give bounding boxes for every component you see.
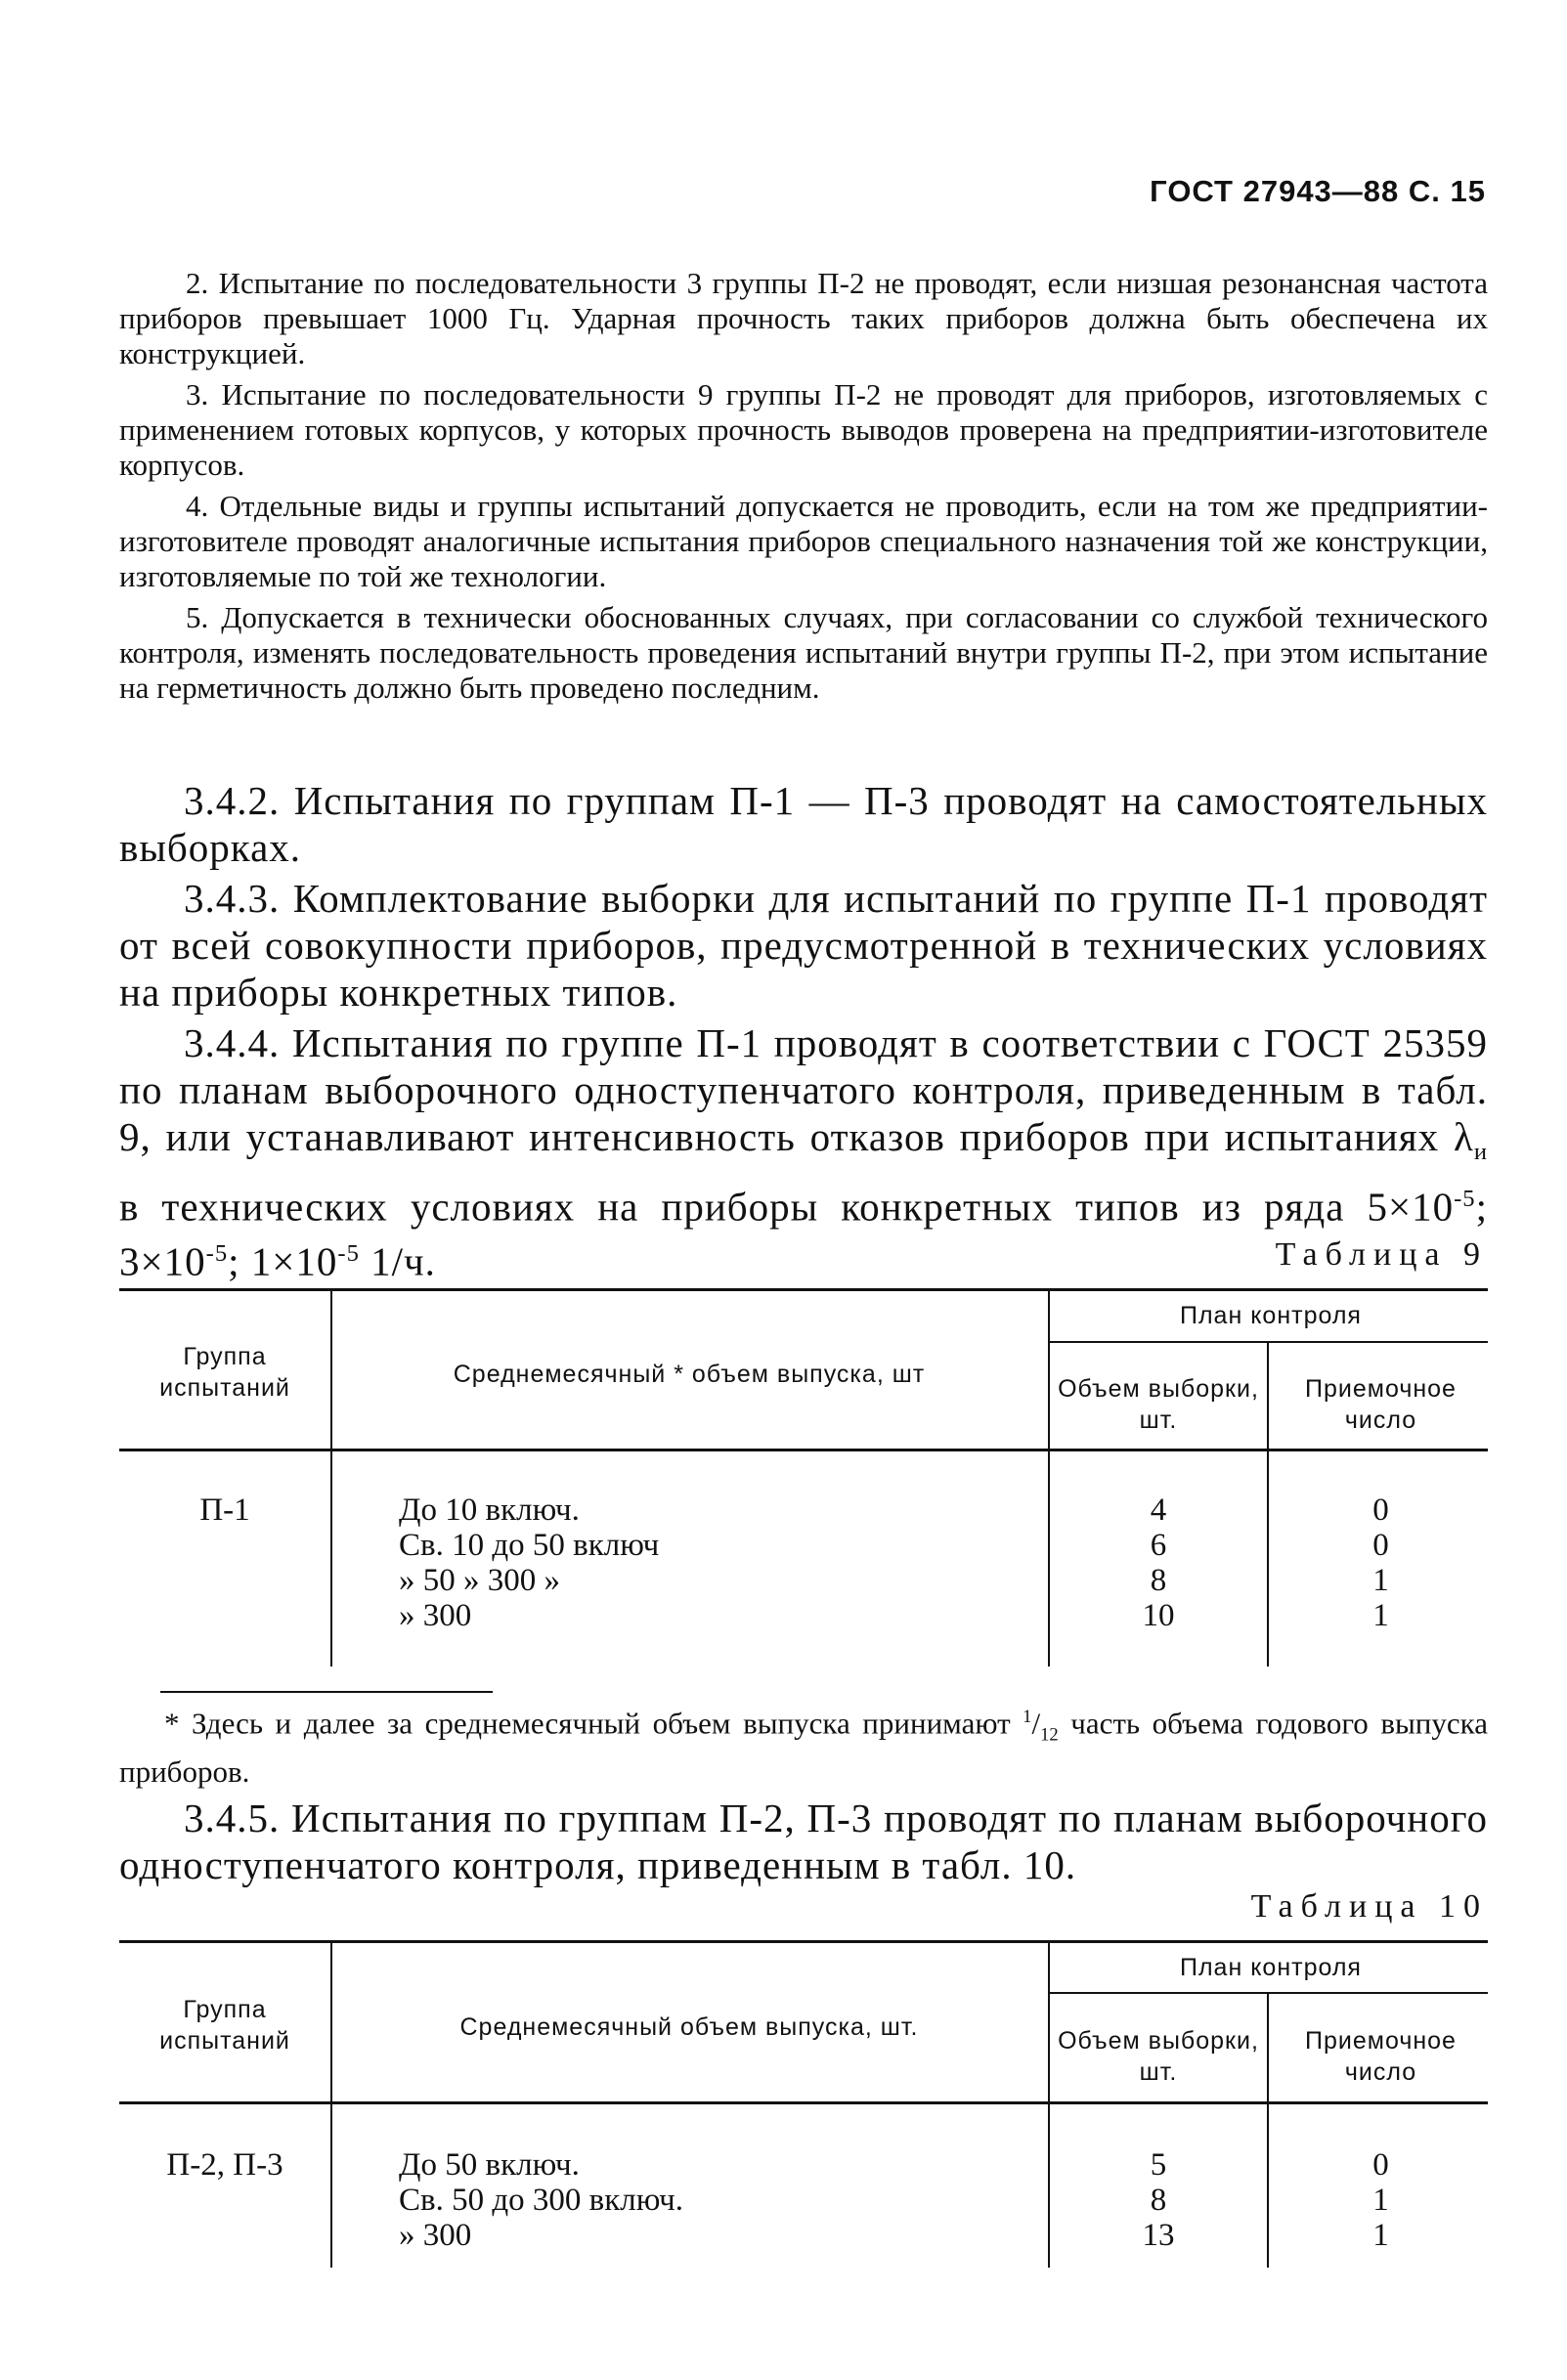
table-9-row-2-volume: Св. 10 до 50 включ: [399, 1528, 660, 1563]
table-9-row-1-volume: До 10 включ.: [399, 1493, 580, 1528]
table-9-vline-1: [330, 1290, 332, 1666]
table-10-row-1-volume: До 50 включ.: [399, 2147, 580, 2183]
table-9-row-1-sample: 4: [1150, 1493, 1167, 1528]
table-10-row-3-accept: 1: [1372, 2218, 1389, 2253]
note-3: 3. Испытание по последовательности 9 группы П-2 не проводят для приборов, изготовляемых с применением готовых корпусов, у которых прочность выводов проверена на предприятии-изготовителе корпусов.: [119, 377, 1488, 482]
body-text-3-4-5: [119, 1795, 1488, 1892]
table-9-vline-3: [1267, 1343, 1269, 1666]
table-10-row-3-sample: 13: [1142, 2218, 1175, 2253]
table-10-row-2-volume: Св. 50 до 300 включ.: [399, 2183, 683, 2218]
body-text-main: [119, 777, 1488, 1289]
table-9-row-3-accept: 1: [1372, 1563, 1389, 1598]
table-10-header-sample: Объем выборки, шт.: [1058, 2027, 1259, 2086]
footnote-rule: [160, 1691, 493, 1693]
note-2: 2. Испытание по последовательности 3 группы П-2 не проводят, если низшая резонансная частота приборов превышает 1000 Гц. Ударная прочность таких приборов должна быть обеспечена их конструкцией.: [119, 266, 1488, 370]
table-9-row-2-accept: 0: [1372, 1528, 1389, 1563]
table-10-row-2-sample: 8: [1150, 2183, 1167, 2218]
table-10-vline-1: [330, 1942, 332, 2268]
table-9-row-4-volume: » 300: [399, 1598, 472, 1633]
footnote: * Здесь и далее за среднемесячный объем выпуска принимают $^1/_{12}$ часть объема годового выпуска приборов.: [119, 1706, 1488, 1789]
table-10-vline-3: [1267, 1994, 1269, 2268]
note-4: 4. Отдельные виды и группы испытаний допускается не проводить, если на том же предприятии-изготовителе проводят аналогичные испытания приборов специального назначения той же конструкции, изготовляемые по той же технологии.: [119, 489, 1488, 593]
table-10-row-1-sample: 5: [1150, 2147, 1167, 2183]
table-10-caption: Таблица 10: [1250, 1888, 1488, 1925]
table-9-row-3-sample: 8: [1150, 1563, 1167, 1598]
table-10-group: П-2, П-3: [166, 2147, 283, 2183]
paragraph-3-4-4: 3.4.4. Испытания по группе П-1 проводят в соответствии с ГОСТ 25359 по планам выборочного одноступенчатого контроля, приведенным в табл. 9, или устанавливают интенсивность отказов приборов при испытаниях $\lambda_и$ в технических условиях на приборы конкретных типов из ряда $5\times 10^{-5}$; $3\times 10^{-5}$; $1\times 10^{-5}$ 1/ч.: [119, 1020, 1488, 1284]
table-10-row-1-accept: 0: [1372, 2147, 1389, 2183]
table-9-header-volume: Среднемесячный * объем выпуска, шт: [453, 1361, 926, 1388]
table-9-row-1-accept: 0: [1372, 1493, 1389, 1528]
table-9-vline-2: [1048, 1290, 1050, 1666]
table-10-row-2-accept: 1: [1372, 2183, 1389, 2218]
table-9-row-4-accept: 1: [1372, 1598, 1389, 1633]
table-10-top-rule: [119, 1940, 1488, 1943]
table-9-caption: Таблица 9: [1275, 1236, 1488, 1273]
table-10-header-group: Группа испытаний: [159, 1996, 290, 2055]
note-5: 5. Допускается в технически обоснованных случаях, при согласовании со службой технического контроля, изменять последовательность проведения испытаний внутри группы П-2, при этом испытание на герметичность должно быть проведено последним.: [119, 600, 1488, 705]
table-10-header-plan: План контроля: [1180, 1954, 1362, 1981]
table-10-header-volume: Среднемесячный объем выпуска, шт.: [459, 2013, 919, 2041]
table-10-header-rule: [119, 2101, 1488, 2104]
table-9-header-plan: План контроля: [1180, 1302, 1362, 1329]
table-9-row-4-sample: 10: [1142, 1598, 1175, 1633]
table-10-header-accept: Приемочное число: [1305, 2027, 1457, 2086]
table-10-vline-2: [1048, 1942, 1050, 2268]
table-9-top-rule: [119, 1288, 1488, 1291]
paragraph-3-4-5: 3.4.5. Испытания по группам П-2, П-3 проводят по планам выборочного одноступенчатого контроля, приведенным в табл. 10.: [119, 1796, 1488, 1887]
table-9-header-group: Группа испытаний: [159, 1343, 290, 1402]
table-10-row-3-volume: » 300: [399, 2218, 472, 2253]
table-9-group: П-1: [199, 1493, 250, 1528]
table-9-header-accept: Приемочное число: [1305, 1375, 1457, 1434]
paragraph-3-4-2: 3.4.2. Испытания по группам П-1 — П-3 проводят на самостоятельных выборках.: [119, 778, 1488, 870]
table-9-row-3-volume: » 50 » 300 »: [399, 1563, 560, 1598]
table-9-header-sample: Объем выборки, шт.: [1058, 1375, 1259, 1434]
table-9-header-rule: [119, 1449, 1488, 1451]
paragraph-3-4-3: 3.4.3. Комплектование выборки для испытаний по группе П-1 проводят от всей совокупности приборов, предусмотренной в технических условиях на приборы конкретных типов.: [119, 876, 1488, 1015]
page-header: ГОСТ 27943—88 С. 15: [1150, 174, 1486, 208]
table-9-row-2-sample: 6: [1150, 1528, 1167, 1563]
notes-block: [119, 266, 1488, 712]
